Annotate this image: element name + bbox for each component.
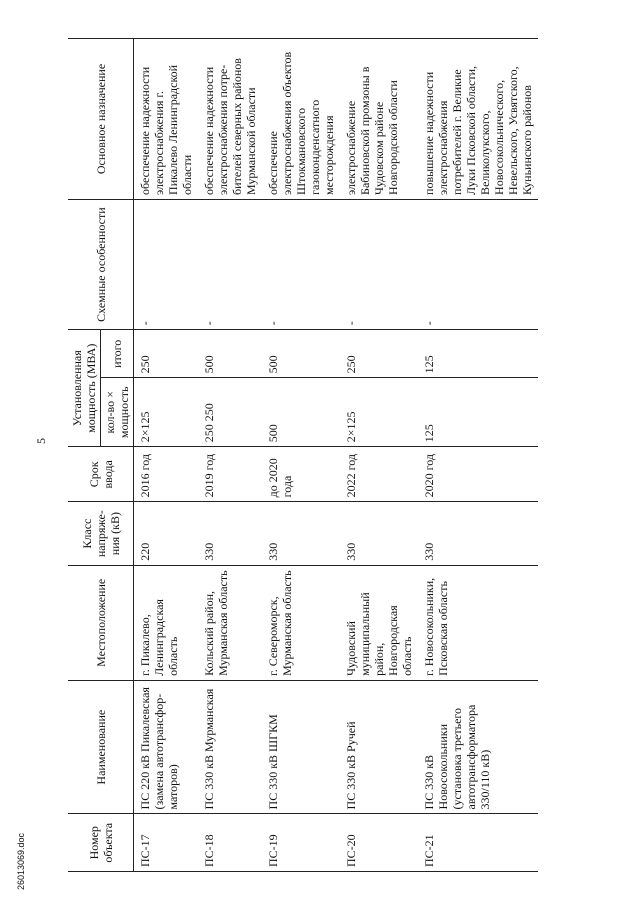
cell-date: 2020 год xyxy=(418,447,538,502)
objects-table xyxy=(68,38,538,872)
header-voltage: Класс напряже-ния (кВ) xyxy=(68,502,134,565)
cell-voltage: 330 xyxy=(198,502,262,565)
table-row xyxy=(340,39,418,872)
cell-location: г. Пикалево, Ленинградская область xyxy=(134,565,199,680)
cell-date: 2019 год xyxy=(198,447,262,502)
rotated-table-wrapper xyxy=(68,38,584,872)
cell-date: 2022 год xyxy=(340,447,418,502)
header-number: Номер объекта xyxy=(68,814,134,872)
header-name: Наименование xyxy=(68,680,134,814)
header-power-total: итого xyxy=(101,330,134,378)
cell-power-qty: 2×125 xyxy=(134,378,199,447)
cell-power-total: 125 xyxy=(418,330,538,378)
header-location: Местоположение xyxy=(68,565,134,680)
cell-number: ПС-20 xyxy=(340,814,418,872)
cell-name: ПС 330 кВ Мурманская xyxy=(198,680,262,814)
cell-location: г. Североморск, Мурманская область xyxy=(262,565,340,680)
cell-voltage: 330 xyxy=(418,502,538,565)
cell-voltage: 330 xyxy=(340,502,418,565)
cell-power-total: 500 xyxy=(262,330,340,378)
cell-number: ПС-18 xyxy=(198,814,262,872)
table-body xyxy=(134,39,539,872)
cell-purpose: обеспечение надежности электроснабжения потре-бителей северных районов Мурманской области xyxy=(198,39,262,200)
cell-power-qty: 2×125 xyxy=(340,378,418,447)
header-purpose: Основное назначение xyxy=(68,39,134,200)
table-row xyxy=(198,39,262,872)
header-power-qty: кол-во × мощность xyxy=(101,378,134,447)
cell-location: Чудовский муниципальный район, Новгородская область xyxy=(340,565,418,680)
cell-power-total: 250 xyxy=(340,330,418,378)
cell-number: ПС-17 xyxy=(134,814,199,872)
cell-number: ПС-19 xyxy=(262,814,340,872)
cell-power-total: 500 xyxy=(198,330,262,378)
cell-purpose: обеспечение надежности электроснабжения г. Пикалево Ленинградской области xyxy=(134,39,199,200)
cell-purpose: электроснабжение Бабиновской промзоны в Чудовском районе Новгородской области xyxy=(340,39,418,200)
header-date: Срок ввода xyxy=(68,447,134,502)
cell-power-qty: 500 xyxy=(262,378,340,447)
cell-power-qty: 125 xyxy=(418,378,538,447)
cell-voltage: 330 xyxy=(262,502,340,565)
cell-name: ПС 220 кВ Пикалевская (замена автотрансфор-маторов) xyxy=(134,680,199,814)
cell-purpose: обеспечение электроснабжения объектов Штокмановского газоконденсатного месторождения xyxy=(262,39,340,200)
cell-scheme: - xyxy=(262,199,340,329)
cell-power-qty: 250 250 xyxy=(198,378,262,447)
cell-number: ПС-21 xyxy=(418,814,538,872)
cell-voltage: 220 xyxy=(134,502,199,565)
document-stamp: 26013069.doc xyxy=(16,832,26,890)
cell-location: Кольский район, Мурманская область xyxy=(198,565,262,680)
table-row xyxy=(134,39,199,872)
cell-scheme: - xyxy=(134,199,199,329)
header-scheme: Схемные особенности xyxy=(68,199,134,329)
cell-scheme: - xyxy=(418,199,538,329)
table-row xyxy=(418,39,538,872)
cell-date: до 2020 года xyxy=(262,447,340,502)
header-power-group: Установленная мощность (МВА) xyxy=(68,330,101,447)
cell-date: 2016 год xyxy=(134,447,199,502)
table-header xyxy=(68,39,134,872)
cell-location: г. Новосокольники, Псковская область xyxy=(418,565,538,680)
cell-scheme: - xyxy=(340,199,418,329)
cell-name: ПС 330 кВ Ручей xyxy=(340,680,418,814)
cell-name: ПС 330 кВ ШГКМ xyxy=(262,680,340,814)
cell-power-total: 250 xyxy=(134,330,199,378)
cell-scheme: - xyxy=(198,199,262,329)
cell-name: ПС 330 кВ Новосокольники (установка третьего автотрансформатора 330/110 кВ) xyxy=(418,680,538,814)
table-row xyxy=(262,39,340,872)
cell-purpose: повышение надежности электроснабжения потребителей г. Великие Луки Псковской области, Великолукского, Новосокольнического, Невельского, Усвятского, Куньинского районов xyxy=(418,39,538,200)
page-number: 5 xyxy=(34,438,48,444)
